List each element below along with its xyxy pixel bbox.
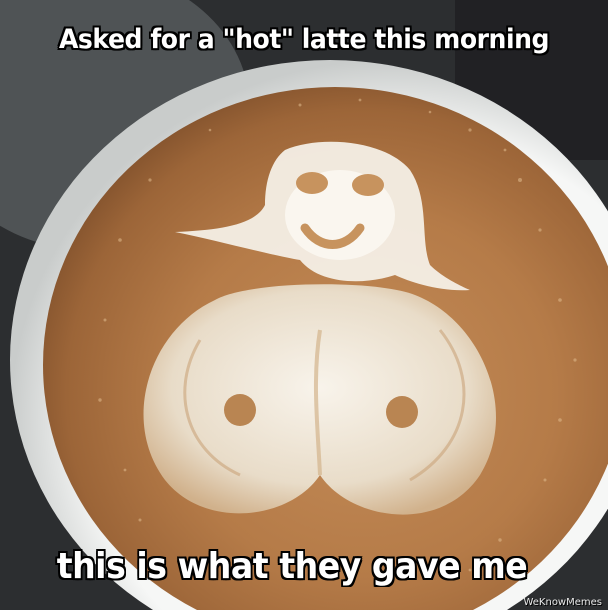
bottom-caption: this is what they gave me	[56, 546, 528, 587]
top-caption: Asked for a "hot" latte this morning	[58, 24, 550, 55]
watermark: WeKnowMemes	[523, 597, 602, 608]
